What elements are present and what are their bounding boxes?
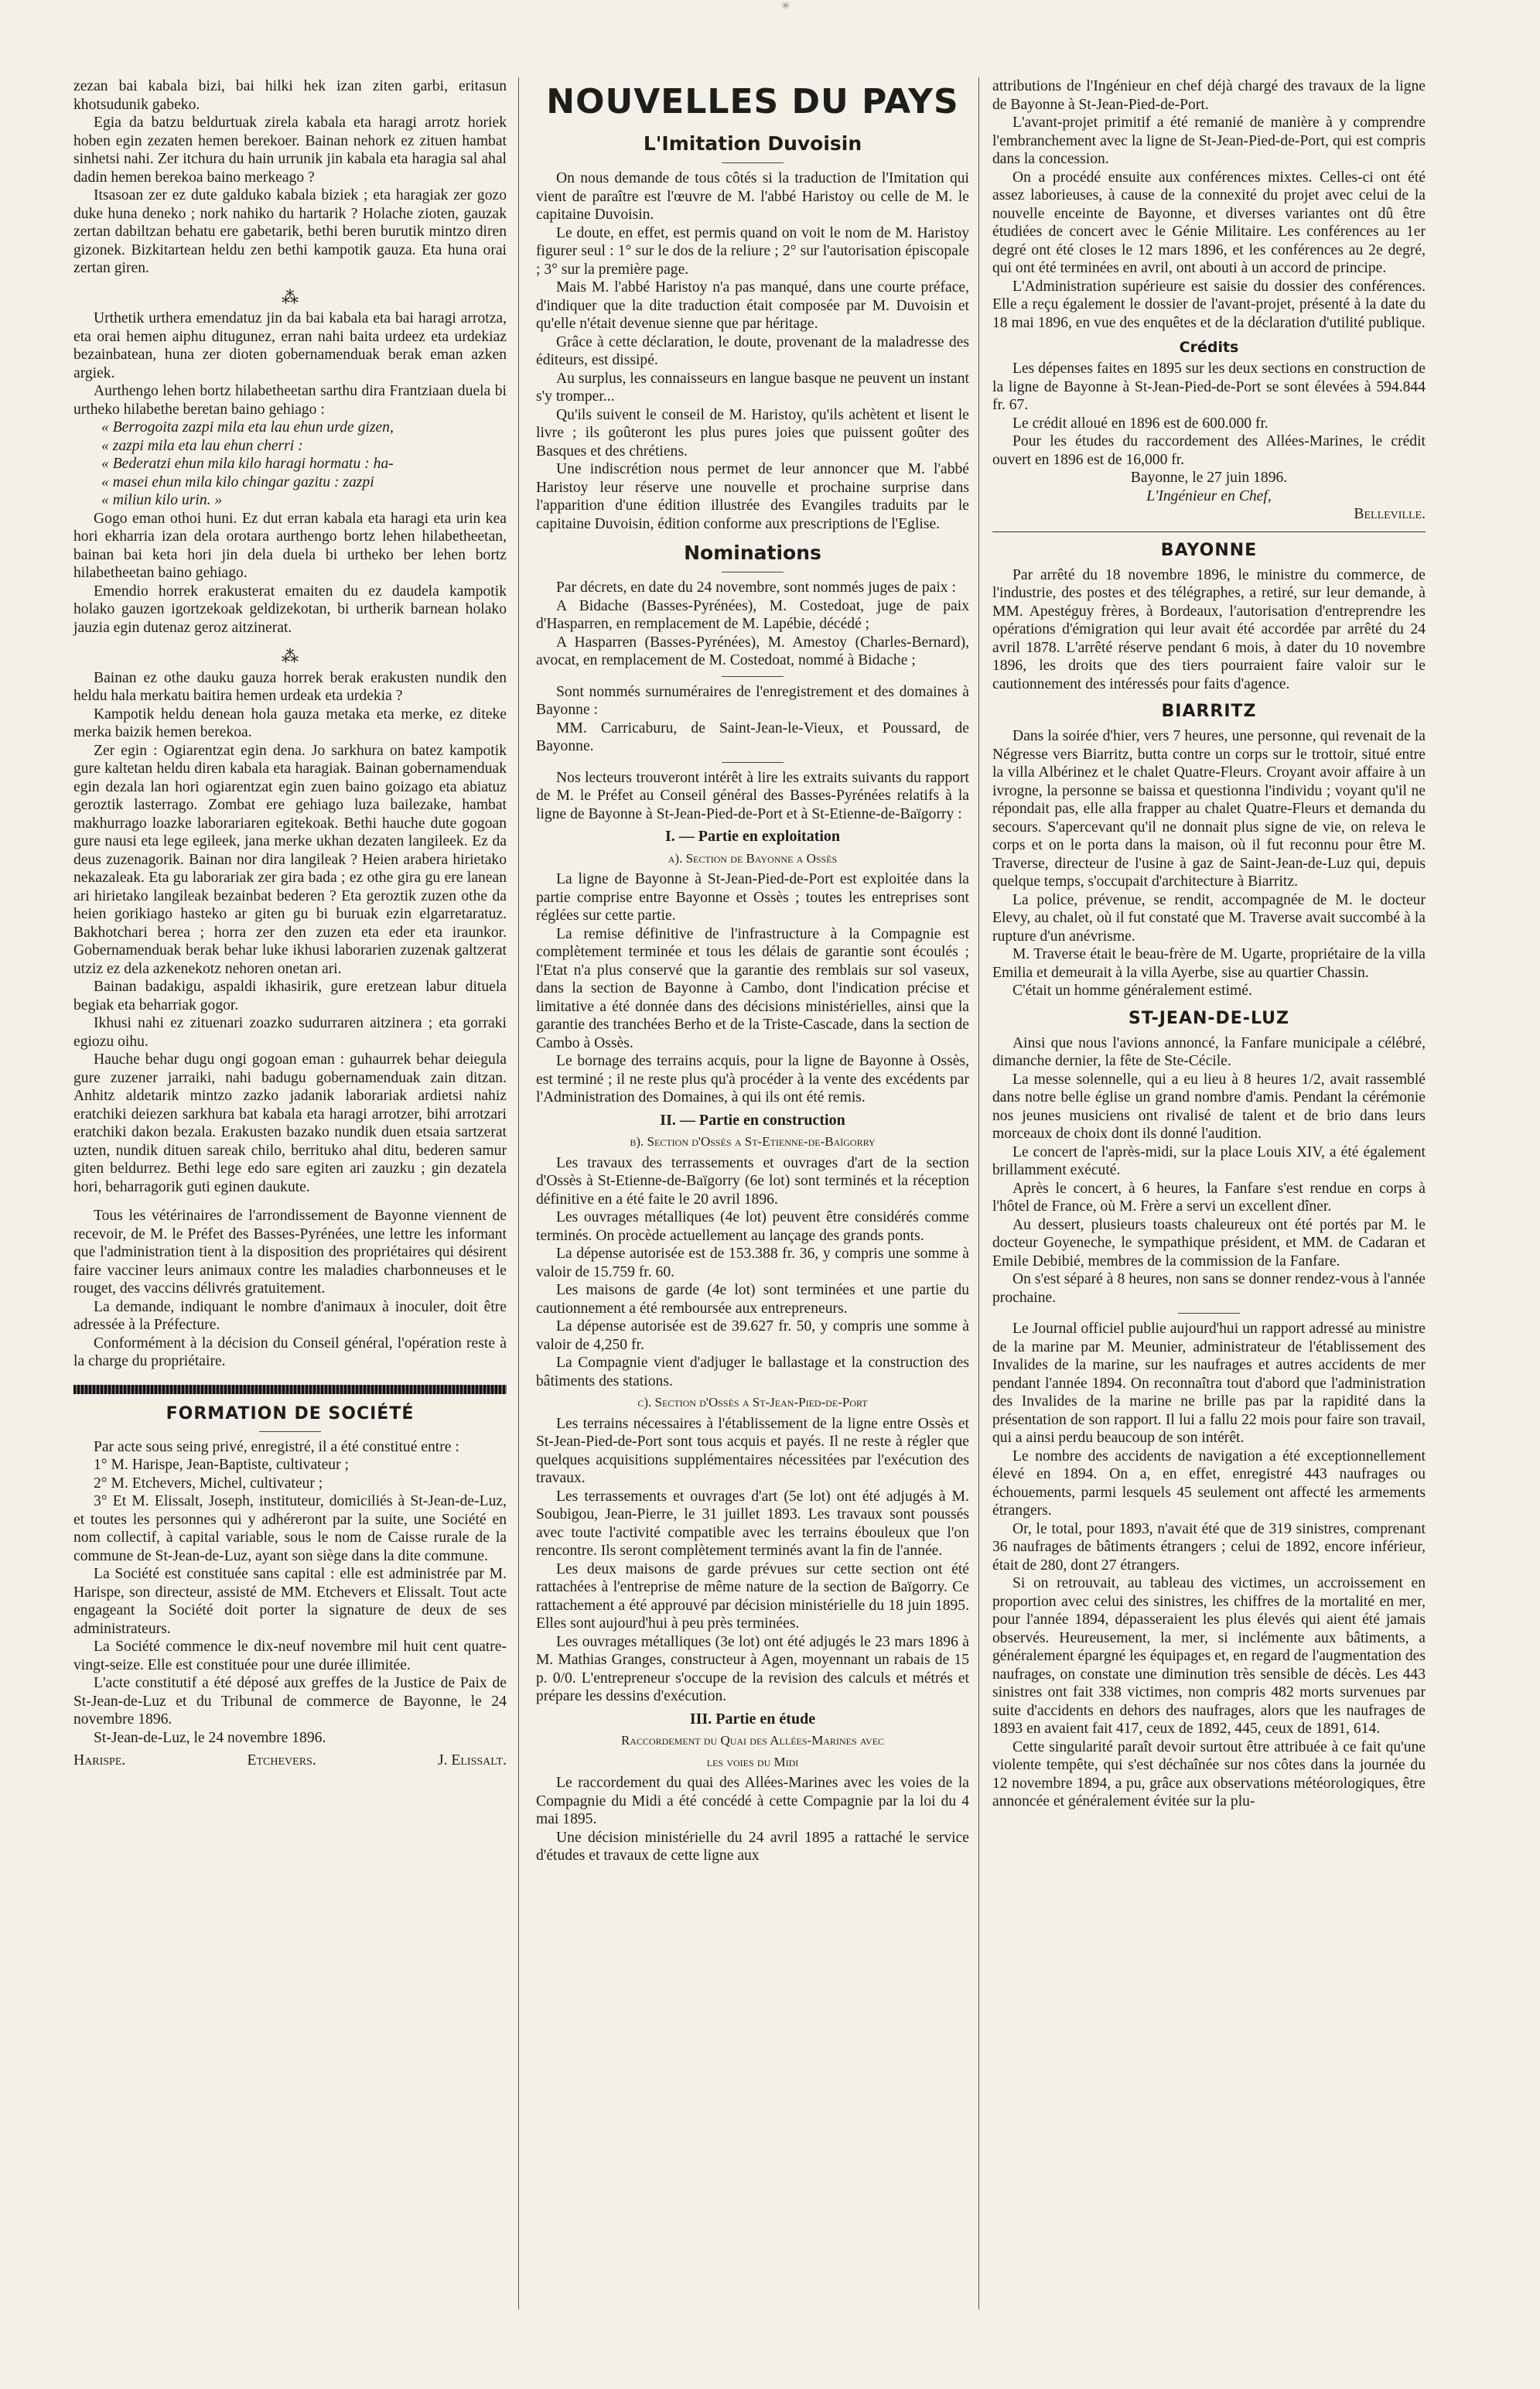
signature-line [73, 1752, 507, 1770]
paragraph: Par arrêté du 18 novembre 1896, le ministre du commerce, de l'industrie, des postes et des télégraphes, a retiré, sur leur demande, à MM. Apestéguy frères, à Bordeaux, l'autorisation d'entreprendre les opérations d'émigration qui leur avait été accordée par arrêté du 24 avril 1878. L'arrêté réserve pendant 6 mois, à dater du 10 novembre 1896, les droits que des tiers pourraient faire valoir sur le cautionnement des intéressés pour faits d'agence. [992, 566, 1426, 692]
paragraph: Bainan badakigu, aspaldi ikhasirik, gure eretzean labur dituela begiak eta beharriak gogor. [73, 979, 507, 1013]
report-section-heading: b). Section d'Ossès a St-Etienne-de-Baïgorry [630, 1134, 876, 1149]
paragraph: La dépense autorisée est de 153.388 fr. 36, y compris une somme à valoir de 15.759 fr. 60. [536, 1246, 969, 1280]
paragraph: 1° M. Harispe, Jean-Baptiste, cultivateur ; [94, 1457, 349, 1473]
paragraph: C'était un homme généralement estimé. [1012, 983, 1252, 999]
paragraph: La Compagnie vient d'adjuger le ballastage et la construction des bâtiments des stations. [536, 1355, 969, 1389]
verse-line: « Berrogoita zazpi mila eta lau ehun urde gizen, [101, 419, 394, 436]
paragraph: Conformément à la décision du Conseil général, l'opération reste à la charge du propriétaire. [73, 1335, 507, 1369]
report-section-heading: c). Section d'Ossès a St-Jean-Pied-de-Port [637, 1395, 868, 1410]
paragraph: Or, le total, pour 1893, n'avait été que de 319 sinistres, comprenant 36 naufrages de bâtiments étrangers ; celui de 1892, encore inférieur, était de 280, dont 27 étrangers. [992, 1520, 1426, 1574]
short-rule [722, 162, 784, 163]
paragraph: Aurthengo lehen bortz hilabetheetan sarthu dira Frantziaan duela bi urtheko hilabethe beretan baino gehiago : [73, 383, 507, 418]
paragraph: La demande, indiquant le nombre d'animaux à inoculer, doit être adressée à la Préfecture. [73, 1298, 507, 1333]
paragraph: Au surplus, les connaisseurs en langue basque ne peuvent un instant s'y tromper... [536, 370, 969, 405]
paragraph: La messe solennelle, qui a eu lieu à 8 heures 1/2, avait rassemblé dans notre belle église un grand nombre d'amis. Pendant la cérémonie nos jeunes musiciens ont rivalisé de talent et de brio dans leurs morceaux de choix dont ils donné l'audition. [992, 1071, 1426, 1142]
paragraph: On a procédé ensuite aux conférences mixtes. Celles-ci ont été assez laborieuses, à cause de la connexité du projet avec celui de la nouvelle enceinte de Bayonne, et diverses variantes ont dû être étudiées de concert avec le Génie Militaire. Les conférences au 1er degré ont été closes le 12 mars 1896, et les conférences au 2e degré, qui ont été terminées en avril, ont abouti à un accord de principe. [992, 169, 1426, 276]
paragraph: Gogo eman othoi huni. Ez dut erran kabala eta haragi eta urin kea hori ekharria izan dela orotara aurthengo bortz lehen hilabetheetan, bainan bai keta hori jin dela duela bi urtheko ber lehen bortz hilabetheetan baino gehiago. [73, 510, 507, 581]
paragraph: Ainsi que nous l'avions annoncé, la Fanfare municipale a célébré, dimanche dernier, la fête de Ste-Cécile. [992, 1034, 1426, 1069]
asterism-divider: ⁂ [282, 287, 299, 307]
paragraph: Le crédit alloué en 1896 est de 600.000 fr. [1012, 415, 1269, 432]
column-local-news [992, 77, 1426, 1811]
report-part-heading: III. Partie en étude [689, 1710, 816, 1728]
paragraph: Mais M. l'abbé Haristoy n'a pas manqué, dans une courte préface, d'indiquer que la dite traduction était composée par M. Duvoisin et qu'elle n'était devenue sienne que par héritage. [536, 279, 969, 332]
paragraph: MM. Carricaburu, de Saint-Jean-le-Vieux, et Poussard, de Bayonne. [536, 719, 969, 754]
report-part-heading: I. — Partie en exploitation [664, 828, 841, 845]
paragraph: Par acte sous seing privé, enregistré, il a été constitué entre : [94, 1438, 459, 1455]
paragraph: Les terrassements et ouvrages d'art (5e lot) ont été adjugés à M. Soubigou, Jean-Pierre, le 31 juillet 1893. Les travaux sont poussés avec toute l'activité compatible avec les terrains ébouleux que l'on rencontre. Ils seront complètement terminés avant la fin de l'année. [536, 1488, 969, 1559]
paragraph: Qu'ils suivent le conseil de M. Haristoy, qu'ils achètent et lisent le livre ; ils goûteront les plus pures joies que puissent goûter des Basques et des chrétiens. [536, 406, 969, 460]
short-rule [722, 676, 784, 677]
paragraph: Tous les vétérinaires de l'arrondissement de Bayonne viennent de recevoir, de M. le Préfet des Basses-Pyrénées, une lettre les informant que l'administration tient à la disposition des propriétaires qui désirent faire vacciner leurs animaux contre les maladies charbonneuses et le rouget, des vaccins délivrés gratuitement. [73, 1208, 507, 1297]
article-title-imitation: L'Imitation Duvoisin [643, 132, 862, 155]
paragraph: Ikhusi nahi ez zituenari zoazko sudurraren aitzinera ; eta gorraki egiozu oihu. [73, 1015, 507, 1050]
paragraph: Les travaux des terrassements et ouvrages d'art de la section d'Ossès à St-Etienne-de-Baïgorry (6e lot) sont terminés et la réception définitive en a été faite le 20 avril 1896. [536, 1154, 969, 1208]
short-rule [722, 762, 784, 763]
verse-line: « miliun kilo urin. » [101, 492, 223, 508]
section-separator-bar [73, 1385, 507, 1394]
verse-line: « masei ehun mila kilo chingar gazitu : zazpi [101, 473, 374, 490]
paragraph: On nous demande de tous côtés si la traduction de l'Imitation qui vient de paraître est l'œuvre de M. l'abbé Haristoy ou celle de M. le capitaine Duvoisin. [536, 170, 969, 223]
paragraph: Kampotik heldu denean hola gauza metaka eta merke, ez diteke merka baizik hemen berekoa. [73, 706, 507, 740]
print-mark: ✳ [781, 1, 790, 12]
paragraph: Bainan ez othe dauku gauza horrek berak erakusten nundik den heldu hala merkatu baitira hemen urdeak eta urdekia ? [73, 669, 507, 704]
paragraph: Itsasoan zer ez dute galduko kabala biziek ; eta haragiak zer gozo duke huna deneko ; nork nahiko du hartarik ? Holache zioten, gauzak zertan dabiltzan behatu ere gabetarik, bethi beren burutik mintzo diren gizonek. Bizkitartean heldu zen bethi kampotik gauza. Eta huna orai zertan giren. [73, 187, 507, 276]
paragraph: Zer egin : Ogiarentzat egin dena. Jo sarkhura on batez kampotik gure kaltetan heldu diren kabala eta haragiak. Bainan gobernamenduak egin dezala lan hori ogiarentzat egin zuen baino goizago eta abiatuz geroztik lasterrago. Zombat ere gehiago luza bailezake, hambat makhurrago loazke laborariaren egitekoak. Bethi hauche dute gogoan gure nausi eta lege egileek, jana merke ukhan dezaten langileek. Ez da deus zuzenagorik. Bainan nor dira langileak ? Heien arabera hirietako nekazaleak. Eta gu laborariak zer gira bada ; ez othe gira gu ere lanean ari hirietako langileak bezainbat bederen ? Eta geroztik zuzen othe da heien gorikiago hasteko ar giten gu bi buruak ezin elgarretaratuz. Bakhotchari berea ; horra zer den zuzen eta eder eta iraunkor. Gobernamenduak berak behar luke ikhusi laborarien zuzenak galtzerat utziz ez dela azkenekotz nehoren onetan ari. [73, 742, 507, 977]
paragraph: Grâce à cette déclaration, le doute, provenant de la maladresse des éditeurs, est dissipé. [536, 333, 969, 368]
paragraph: L'Administration supérieure est saisie du dossier des conférences. Elle a reçu également le dossier de l'avant-projet, présenté à la date du 18 mai 1896, en vue des enquêtes et de la déclaration d'utilité publique. [992, 278, 1426, 331]
paragraph: La Société est constituée sans capital : elle est administrée par M. Harispe, son directeur, assisté de MM. Etchevers et Elissalt. Tout acte engageant la Société doit porter la signature de deux de ses administrateurs. [73, 1566, 507, 1637]
paragraph: Une décision ministérielle du 24 avril 1895 a rattaché le service d'études et travaux de cette ligne aux [536, 1829, 969, 1864]
paragraph: Urthetik urthera emendatuz jin da bai kabala eta bai haragi arrotza, eta orai hemen aiphu ditugunez, erran nahi baita urdeez eta urdekiaz bezainbatean, huna zer dioten gobernamenduak berak eman azken argiek. [73, 310, 507, 381]
paragraph: A Hasparren (Basses-Pyrénées), M. Amestoy (Charles-Bernard), avocat, en remplacement de M. Costedoat, nommé à Bidache ; [536, 634, 969, 668]
paragraph: Cette singularité paraît devoir surtout être attribuée à ce fait qu'une violente tempête, qui s'est déchaînée sur nos côtes dans la journée du 12 novembre 1894, a pu, grâce aux observations météorologiques, être annoncée et généralement évitée sur la plu- [992, 1738, 1426, 1810]
paragraph: Nos lecteurs trouveront intérêt à lire les extraits suivants du rapport de M. le Préfet au Conseil général des Basses-Pyrénées relatifs à la ligne de Bayonne à St-Jean-Pied-de-Port et à St-Etienne-de-Baïgorry : [536, 769, 969, 822]
paragraph: zezan bai kabala bizi, bai hilki hek izan ziten garbi, eritasun khotsudunik gabeko. [73, 78, 507, 113]
paragraph: A Bidache (Basses-Pyrénées), M. Costedoat, juge de paix d'Hasparren, en remplacement de M. Lapébie, décédé ; [536, 597, 969, 632]
verse-line: « Bederatzi ehun mila kilo haragi hormatu : ha- [101, 456, 394, 472]
paragraph: Emendio horrek erakusterat emaiten du ez daudela kampotik holako gauzen igortzekoak geldizekotan, bi urtherik barnean holako jauzia egin dutenaz geroz aitzinerat. [73, 583, 507, 636]
paragraph: Le bornage des terrains acquis, pour la ligne de Bayonne à Ossès, est terminé ; il ne reste plus qu'à procéder à la vente des excédents par l'Administration des Domaines, à qui ils ont été remis. [536, 1053, 969, 1106]
paragraph: Les dépenses faites en 1895 sur les deux sections en construction de la ligne de Bayonne à St-Jean-Pied-de-Port se sont élevées à 594.844 fr. 67. [992, 361, 1426, 413]
section-title-formation: FORMATION DE SOCIÉTÉ [166, 1403, 415, 1423]
paragraph: Si on retrouvait, au tableau des victimes, un accroissement en proportion avec celui des sinistres, les chiffres de la mortalité en mer, pour l'année 1894, dépasseraient les plus élevés qui aient été jamais observés. Heureusement, la mer, si inclémente aux bâtiments, a généralement épargné les équipages et, en regard de l'augmentation des naufrages, on constate une diminution très sensible de décès. Les 443 sinistres ont fait 338 victimes, non compris 482 morts survenues par suite d'accidents en dehors des naufrages, alors que les naufrages de 1893 en avaient fait 417, ceux de 1892, 445, ceux de 1891, 614. [992, 1575, 1426, 1737]
report-part-heading: II. — Partie en construction [660, 1111, 845, 1129]
paragraph: Les maisons de garde (4e lot) sont terminées et une partie du cautionnement a été remboursée aux entrepreneurs. [536, 1282, 969, 1317]
column-rule-left [518, 77, 519, 2309]
paragraph: Pour les études du raccordement des Allées-Marines, le crédit ouvert en 1896 est de 16,000 fr. [992, 433, 1426, 468]
short-rule [259, 1431, 321, 1432]
paragraph: L'acte constitutif a été déposé aux greffes de la Justice de Paix de St-Jean-de-Luz et du Tribunal de commerce de Bayonne, le 24 novembre 1896. [73, 1675, 507, 1728]
paragraph: St-Jean-de-Luz, le 24 novembre 1896. [94, 1729, 326, 1746]
paragraph: M. Traverse était le beau-frère de M. Ugarte, propriétaire de la villa Emilia et demeurait à la villa Ayerbe, sise au quartier Chassin. [992, 946, 1426, 981]
asterism-divider: ⁂ [282, 647, 299, 666]
paragraph: Après le concert, à 6 heures, la Fanfare s'est rendue en corps à l'hôtel de France, où M. Frère a servi un excellent dîner. [992, 1180, 1426, 1215]
article-title-nominations: Nominations [684, 542, 821, 564]
paragraph: Les ouvrages métalliques (4e lot) peuvent être considérés comme terminés. On procède actuellement au lançage des grands ponts. [536, 1209, 969, 1244]
signature: Harispe. [73, 1752, 126, 1769]
paragraph: Le nombre des accidents de navigation a été exceptionnellement élevé en 1894. On a, en effet, enregistré 443 naufrages ou échouements, parmi lesquels 45 seulement ont affecté les armements étrangers. [992, 1447, 1426, 1519]
paragraph: La remise définitive de l'infrastructure à la Compagnie est complètement terminée et tous les délais de garantie sont écoulés ; l'Etat n'a plus conservé que la garantie des remblais sur sol vaseux, dans la section de Bayonne à Cambo, dont l'indication précise et limitative a été donnée dans des décisions ministérielles, ainsi que la garantie des tranchées Berho et de la Triste-Cascade, dans la section de Cambo à Ossès. [536, 925, 969, 1051]
signatory-name: Belleville. [1354, 506, 1426, 522]
column-nouvelles [536, 77, 969, 1865]
paragraph: La ligne de Bayonne à St-Jean-Pied-de-Port est exploitée dans la partie comprise entre Bayonne et Ossès ; toutes les entreprises sont réglées sur cette partie. [536, 871, 969, 924]
dateline: Bayonne, le 27 juin 1896. [1130, 470, 1288, 486]
subheading-credits: Crédits [1179, 339, 1239, 356]
paragraph: Les ouvrages métalliques (3e lot) ont été adjugés le 23 mars 1896 à M. Mathias Granges, constructeur à Agen, moyennant un rabais de 15 p. 0/0. L'entrepreneur s'occupe de la revision des calculs et métrés et prépare les dessins d'exécution. [536, 1633, 969, 1704]
paragraph: La police, prévenue, se rendit, accompagnée de M. le docteur Elevy, au chalet, où il fut constaté que M. Traverse avait succombé à la rupture d'un anévrisme. [992, 891, 1426, 945]
paragraph: Le concert de l'après-midi, sur la place Louis XIV, a été également brillamment exécuté. [992, 1143, 1426, 1178]
paragraph: Le doute, en effet, est permis quand on voit le nom de M. Haristoy figurer seul : 1° sur le dos de la reliure ; 2° sur l'autorisation épiscopale ; 3° sur la première page. [536, 224, 969, 278]
report-section-heading: les voies du Midi [706, 1754, 799, 1769]
section-rule [992, 531, 1426, 532]
paragraph: La Société commence le dix-neuf novembre mil huit cent quatre-vingt-seize. Elle est constituée pour une durée illimitée. [73, 1639, 507, 1673]
paragraph: Les terrains nécessaires à l'établissement de la ligne entre Ossès et St-Jean-Pied-de-Port sont tous acquis et payés. Il ne reste à régler que quelques acquisitions supplémentaires nécessitées par l'exécution des travaux. [536, 1415, 969, 1486]
paragraph: Le raccordement du quai des Allées-Marines avec les voies de la Compagnie du Midi a été concédé à cette Compagnie par la loi du 4 mai 1895. [536, 1775, 969, 1827]
signatory-title: L'Ingénieur en Chef, [1146, 487, 1272, 504]
section-masthead: NOUVELLES DU PAYS [546, 82, 959, 121]
paragraph: On s'est séparé à 8 heures, non sans se donner rendez-vous à l'année prochaine. [992, 1271, 1426, 1306]
paragraph: Au dessert, plusieurs toasts chaleureux ont été portés par M. le docteur Goyeneche, le sympathique président, et MM. de Cadaran et Emile Debibié, membres de la commission de la Fanfare. [992, 1216, 1426, 1270]
report-section-heading: a). Section de Bayonne a Ossès [668, 850, 838, 866]
paragraph: Hauche behar dugu ongi gogoan eman : guhaurrek behar deiegula gure zuzener jarraiki, nahi badugu gobernamenduak zain ditzan. Anhitz aldetarik mintzo zazko jadanik laborariak ardietsi nahiz eratchiki deiezen sarkhura bat kabala eta haragi arrotzer, bihi arrotzari eratchiki dakon bezala. Erakusten bazako nundik duen etsaia sartzerat uzten, nundik dituen sareak chilo, berrituko ahal ditu, bederen samur giten beldurrez. Bethi lege edo sare egiten ari zauzku ; gin dezatela hori, beharragorik guti eginen daukute. [73, 1051, 507, 1195]
signature: J. Elissalt. [437, 1752, 507, 1769]
column-rule-right [978, 77, 979, 2309]
section-title-bayonne: BAYONNE [1160, 540, 1258, 560]
paragraph: L'avant-projet primitif a été remanié de manière à y comprendre l'embranchement avec la ligne de St-Jean-Pied-de-Port, qui est compris dans la concession. [992, 114, 1426, 167]
paragraph: 3° Et M. Elissalt, Joseph, instituteur, domiciliés à St-Jean-de-Luz, et toutes les personnes qui y adhéreront par la suite, une Société en nom collectif, à capital variable, sous le nom de Caisse rurale de la commune de St-Jean-de-Luz, ayant son siège dans la dite commune. [73, 1493, 507, 1564]
verse-line: « zazpi mila eta lau ehun cherri : [101, 437, 303, 454]
paragraph: Egia da batzu beldurtuak zirela kabala eta haragi arrotz horiek hoben egin zezaten hemen berekoer. Bainan nehork ez zituen hambat sinhetsi nahi. Zer itchura du hain urrunik jin kabala eta haragia sal ahal dadin hemen berekoa baino merkeago ? [73, 114, 507, 186]
paragraph: Par décrets, en date du 24 novembre, sont nommés juges de paix : [556, 579, 956, 596]
column-basque-and-notices [73, 77, 507, 1770]
report-section-heading: Raccordement du Quai des Allées-Marines avec [620, 1733, 885, 1748]
section-title-st-jean-de-luz: ST-JEAN-DE-LUZ [1128, 1008, 1289, 1028]
section-title-biarritz: BIARRITZ [1161, 702, 1257, 721]
signature: Etchevers. [247, 1752, 316, 1769]
paragraph: attributions de l'Ingénieur en chef déjà chargé des travaux de la ligne de Bayonne à St-Jean-Pied-de-Port. [992, 78, 1426, 113]
paragraph: Le Journal officiel publie aujourd'hui un rapport adressé au ministre de la marine par M. Meunier, administrateur de l'établissement des Invalides de la marine, sur les naufrages et autres accidents de mer pendant l'année 1894. On reconnaîtra tout d'abord que l'administration des Invalides de la marine ne brille pas par la rapidité dans la présentation de son rapport. Il lui a fallu 22 mois pour faire son travail, qui a ainsi perdu beaucoup de son intérêt. [992, 1321, 1426, 1446]
paragraph: Les deux maisons de garde prévues sur cette section ont été rattachées à l'entreprise de même nature de la section de Baïgorry. Ce rattachement a été approuvé par décision ministérielle du 18 juin 1895. Elles sont aujourd'hui à peu près terminées. [536, 1560, 969, 1632]
short-rule [1178, 1313, 1240, 1314]
paragraph: Une indiscrétion nous permet de leur annoncer que M. l'abbé Haristoy leur réserve une nouvelle et prochaine surprise dans l'apparition d'une édition illustrée des Evangiles traduits par le capitaine Duvoisin, édition conforme aux prescriptions de l'Eglise. [536, 461, 969, 532]
paragraph: La dépense autorisée est de 39.627 fr. 50, y compris une somme à valoir de 4,250 fr. [536, 1318, 969, 1353]
paragraph: 2° M. Etchevers, Michel, cultivateur ; [94, 1475, 323, 1492]
paragraph: Sont nommés surnuméraires de l'enregistrement et des domaines à Bayonne : [536, 683, 969, 718]
paragraph: Dans la soirée d'hier, vers 7 heures, une personne, qui revenait de la Négresse vers Biarritz, butta contre un corps sur le trottoir, situé entre la villa Albérinez et le chalet Quatre-Fleurs. Croyant avoir affaire à un ivrogne, la personne se baissa et questionna l'individu ; voyant qu'il ne répondait pas, elle alla frapper au chalet Quatre-Fleurs et demanda du secours. S'apercevant qu'il ne donnait plus signe de vie, on releva le corps et on le porta dans la maison, où il fut reconnu pour être M. Traverse, directeur de l'usine à gaz de Saint-Jean-de-Luz qui, depuis quelque temps, s'occupait d'architecture à Biarritz. [992, 728, 1426, 890]
